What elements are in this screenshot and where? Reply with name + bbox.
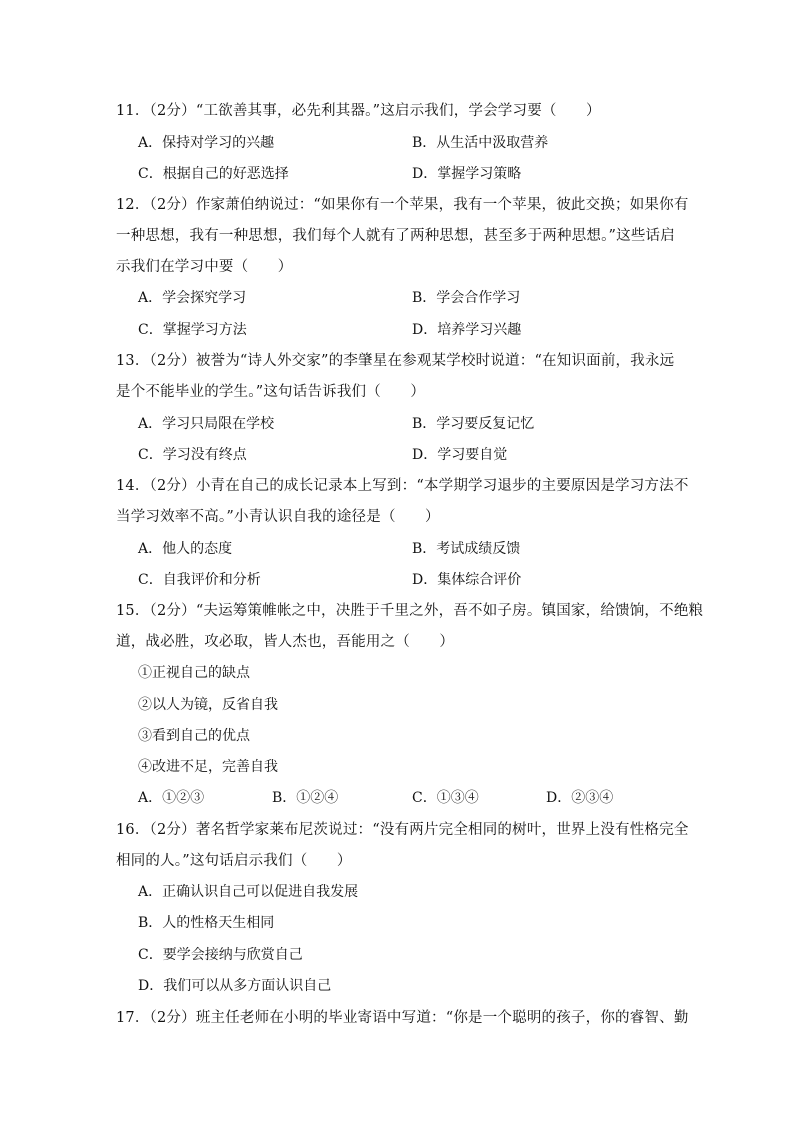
question-12-option-c: C．掌握学习方法: [138, 322, 247, 338]
question-13-stem-line-1: 13．（2分）被誉为“诗人外交家”的李肇星在参观某学校时说道：“在知识面前，我永远: [116, 353, 675, 369]
question-12-stem-line-2: 一种思想，我有一种思想，我们每个人就有了两种思想，甚至多于两种思想。”这些话启: [116, 228, 675, 244]
question-14-option-a: A．他人的态度: [138, 541, 233, 557]
question-15-item-1: ①正视自己的缺点: [138, 665, 250, 681]
question-13-stem-line-2: 是个不能毕业的学生。”这句话告诉我们（ ）: [116, 384, 426, 400]
question-14-stem-line-1: 14．（2分）小青在自己的成长记录本上写到：“本学期学习退步的主要原因是学习方法不: [116, 478, 689, 494]
question-15-option-a: A．①②③: [138, 790, 205, 806]
question-13-option-a: A．学习只局限在学校: [138, 416, 275, 432]
question-15-stem-line-2: 道，战必胜，攻必取，皆人杰也，吾能用之（ ）: [116, 634, 455, 650]
question-16-stem-line-2: 相同的人。”这句话启示我们（ ）: [116, 853, 352, 869]
question-15-item-2: ②以人为镜，反省自我: [138, 697, 278, 713]
question-11-option-b: B．从生活中汲取营养: [412, 135, 549, 151]
question-13-option-d: D．学习要自觉: [412, 447, 508, 463]
question-12-option-d: D．培养学习兴趣: [412, 322, 522, 338]
question-15-item-4: ④改进不足，完善自我: [138, 759, 278, 775]
question-16-option-d: D．我们可以从多方面认识自己: [138, 978, 332, 994]
question-14-stem-line-2: 当学习效率不高。”小青认识自我的途径是（ ）: [116, 509, 440, 525]
question-15-stem-line-1: 15．（2分）“夫运筹策帷帐之中，决胜于千里之外，吾不如子房。镇国家，给馈饷，不绝粮: [116, 603, 704, 619]
question-16-option-a: A．正确认识自己可以促进自我发展: [138, 884, 359, 900]
question-11-option-c: C．根据自己的好恶选择: [138, 166, 289, 182]
question-16-stem-line-1: 16．（2分）著名哲学家莱布尼茨说过：“没有两片完全相同的树叶，世界上没有性格完全: [116, 822, 689, 838]
question-12-stem-line-1: 12．（2分）作家萧伯纳说过：“如果你有一个苹果，我有一个苹果，彼此交换；如果你有: [116, 197, 689, 213]
question-15-option-d: D．②③④: [546, 790, 614, 806]
question-14-option-d: D．集体综合评价: [412, 572, 522, 588]
question-13-option-b: B．学习要反复记忆: [412, 416, 535, 432]
question-12-stem-line-3: 示我们在学习中要（ ）: [116, 259, 293, 275]
question-11-stem: 11．（2分）“工欲善其事，必先利其器。”这启示我们，学会学习要（ ）: [116, 103, 601, 119]
question-15-option-c: C．①③④: [412, 790, 479, 806]
question-16-option-b: B．人的性格天生相同: [138, 915, 275, 931]
question-14-option-b: B．考试成绩反馈: [412, 541, 521, 557]
question-17-stem-line-1: 17．（2分）班主任老师在小明的毕业寄语中写道：“你是一个聪明的孩子，你的睿智、勤: [116, 1010, 689, 1026]
question-12-option-b: B．学会合作学习: [412, 290, 521, 306]
question-11-option-d: D．掌握学习策略: [412, 166, 522, 182]
question-13-option-c: C．学习没有终点: [138, 447, 247, 463]
question-15-item-3: ③看到自己的优点: [138, 728, 250, 744]
question-12-option-a: A．学会探究学习: [138, 290, 247, 306]
question-11-option-a: A．保持对学习的兴趣: [138, 135, 275, 151]
question-14-option-c: C．自我评价和分析: [138, 572, 261, 588]
question-16-option-c: C．要学会接纳与欣赏自己: [138, 947, 303, 963]
question-15-option-b: B．①②④: [272, 790, 339, 806]
